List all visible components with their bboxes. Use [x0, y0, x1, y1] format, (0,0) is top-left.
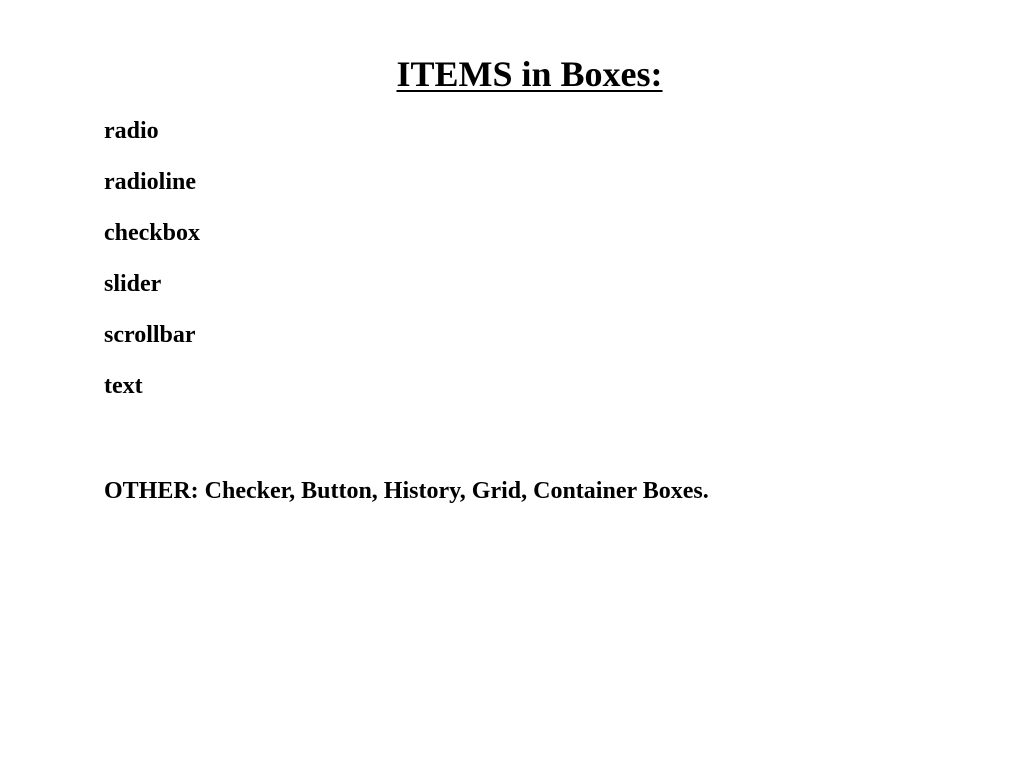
list-item: radio	[104, 118, 159, 144]
list-item: text	[104, 373, 143, 399]
items-list	[104, 116, 200, 422]
list-item: slider	[104, 271, 162, 297]
slide-title: ITEMS in Boxes:	[396, 54, 663, 94]
other-line: OTHER: Checker, Button, History, Grid, Container Boxes.	[104, 478, 709, 504]
list-item: radioline	[104, 169, 197, 195]
list-item: scrollbar	[104, 322, 196, 348]
list-item: checkbox	[104, 220, 200, 246]
